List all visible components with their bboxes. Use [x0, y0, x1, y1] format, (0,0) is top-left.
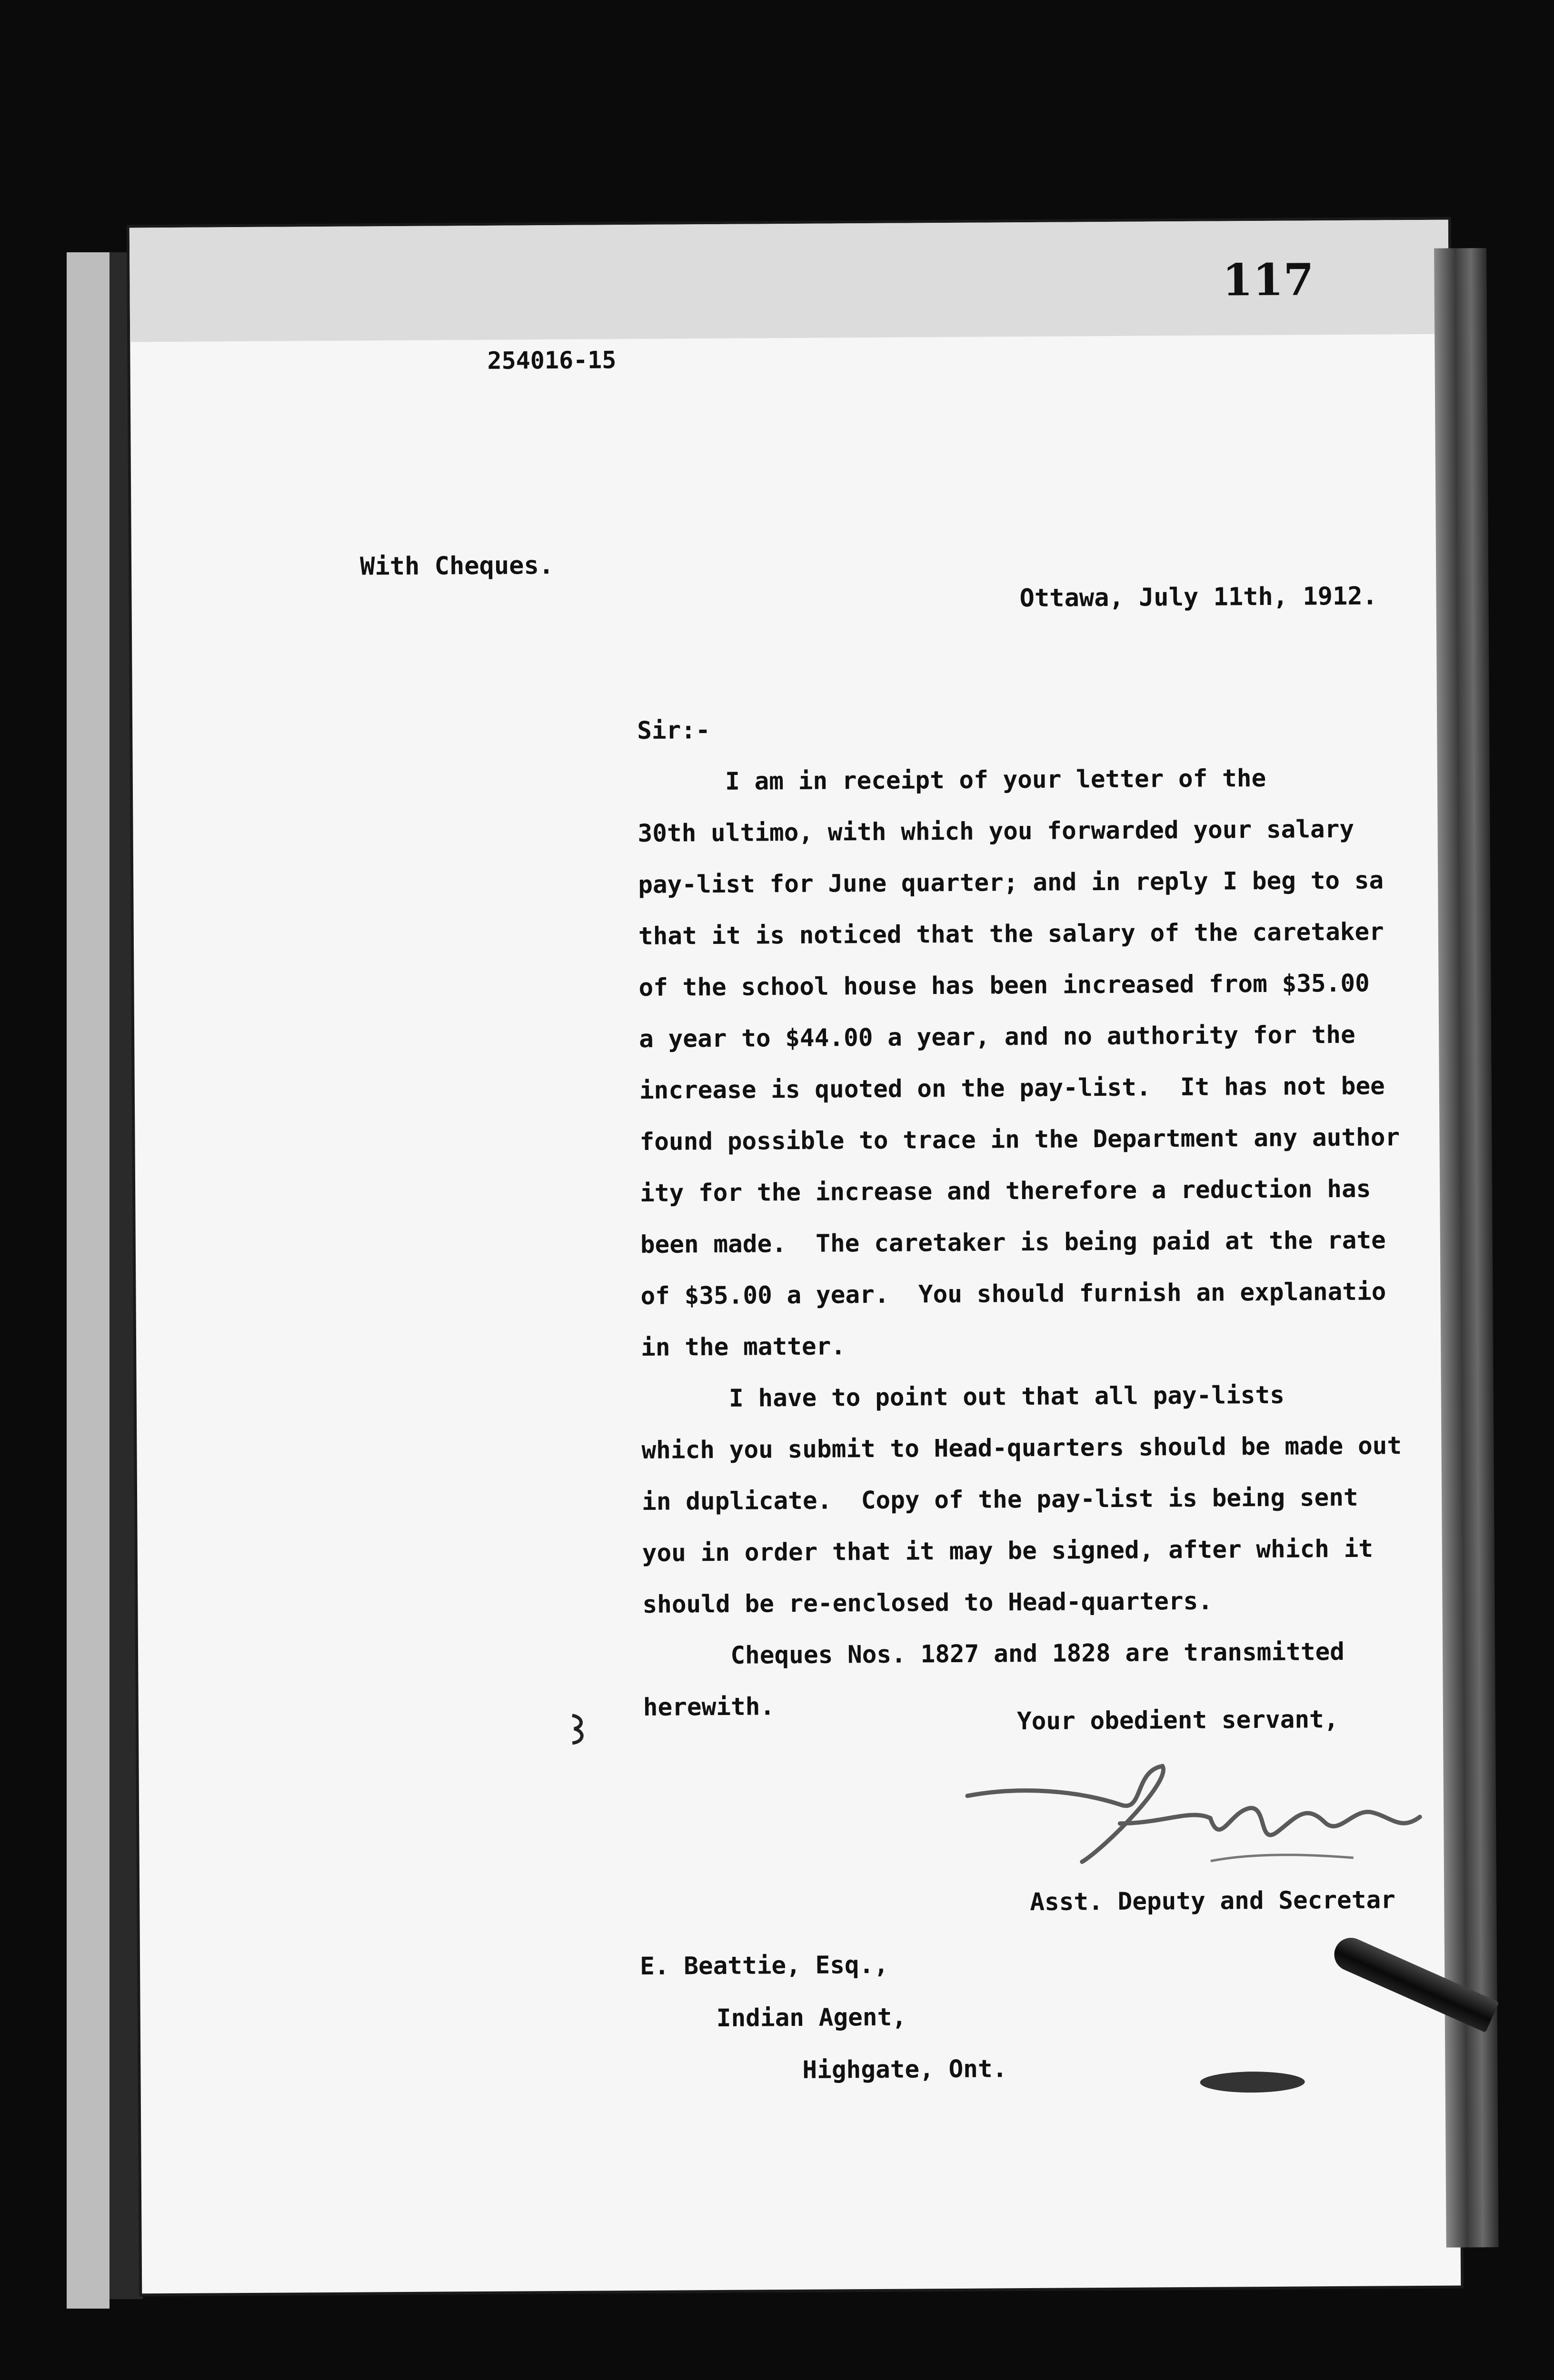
margin-check-mark	[569, 1713, 588, 1746]
letter-body	[637, 700, 1476, 1734]
body-line: increase is quoted on the pay-list. It has not bee	[639, 1072, 1385, 1105]
addressee-name: E. Beattie, Esq.,	[639, 1951, 889, 1981]
handwritten-signature	[962, 1750, 1430, 1886]
body-line: of the school house has been increased from $35.00	[638, 969, 1370, 1002]
body-line: 30th ultimo, with which you forwarded your salary	[638, 815, 1355, 848]
body-line: that it is noticed that the salary of the caretaker	[638, 918, 1384, 951]
body-line: Cheques Nos. 1827 and 1828 are transmitted	[642, 1637, 1345, 1670]
body-line: Sir:-	[637, 716, 710, 745]
page-number: 117	[1222, 254, 1314, 306]
body-line: a year to $44.00 a year, and no authority for the	[639, 1021, 1355, 1053]
body-line: of $35.00 a year. You should furnish an explanatio	[640, 1278, 1386, 1310]
body-line: found possible to trace in the Department any author	[639, 1123, 1400, 1156]
body-line: I have to point out that all pay-lists	[641, 1381, 1285, 1413]
letter-page	[130, 220, 1461, 2294]
body-line: should be re-enclosed to Head-quarters.	[642, 1587, 1213, 1619]
signatory-title: Asst. Deputy and Secretar	[1030, 1886, 1396, 1917]
body-line: pay-list for June quarter; and in reply I beg to sa	[638, 866, 1384, 899]
enclosure-note: With Cheques.	[359, 551, 554, 581]
body-line: herewith.	[643, 1693, 775, 1722]
body-line: in the matter.	[640, 1332, 846, 1362]
ink-smudge	[1197, 2067, 1307, 2096]
place-and-date: Ottawa, July 11th, 1912.	[1019, 582, 1378, 613]
body-line: you in order that it may be signed, after which it	[642, 1535, 1374, 1567]
page-edge-strip	[67, 252, 110, 2309]
body-line: I am in receipt of your letter of the	[637, 764, 1266, 797]
body-line: in duplicate. Copy of the pay-list is being sent	[641, 1483, 1358, 1516]
body-line: ity for the increase and therefore a reduction has	[640, 1175, 1371, 1208]
addressee-place: Highgate, Ont.	[802, 2055, 1007, 2084]
body-line: been made. The caretaker is being paid at the rate	[640, 1226, 1386, 1259]
closing-salutation: Your obedient servant,	[1016, 1706, 1339, 1736]
addressee-role: Indian Agent,	[716, 2003, 907, 2033]
file-number: 254016-15	[487, 346, 617, 375]
body-line: which you submit to Head-quarters should be made out	[641, 1432, 1402, 1465]
